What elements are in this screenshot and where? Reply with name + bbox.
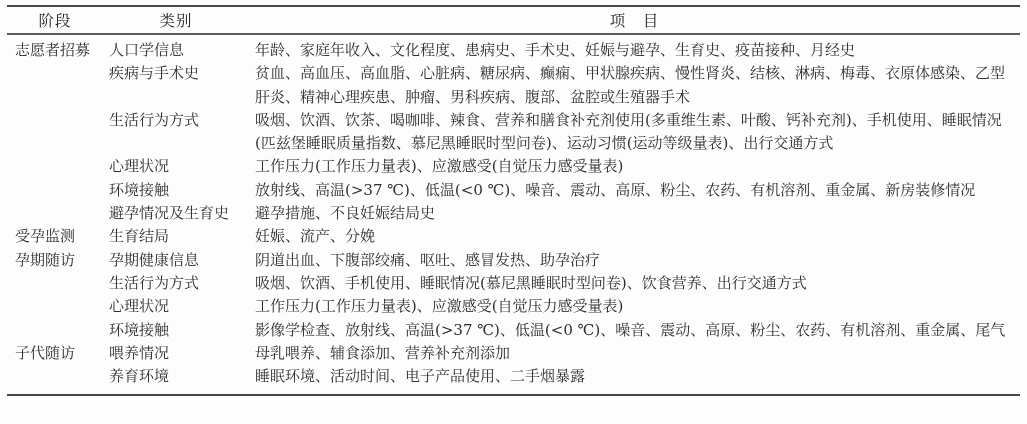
items-cell: 母乳喂养、辅食添加、营养补充剂添加 bbox=[255, 343, 511, 362]
items-cell: 阴道出血、下腹部绞痛、呕吐、感冒发热、助孕治疗 bbox=[255, 250, 601, 269]
stage-cell bbox=[7, 365, 103, 388]
category-cell: 生活行为方式 bbox=[109, 110, 200, 129]
table-row bbox=[7, 295, 1020, 318]
items-cell: 睡眠环境、活动时间、电子产品使用、二手烟暴露 bbox=[255, 367, 586, 386]
table-row bbox=[7, 249, 1020, 272]
stage-cell bbox=[7, 109, 103, 156]
items-cell: 吸烟、饮酒、饮茶、喝咖啡、辣食、营养和膳食补充剂使用(多重维生素、叶酸、钙补充剂)、手机使用、睡眠情况(匹兹堡睡眠质量指数、慕尼黑睡眠时型问卷)、运动习惯(运动等级量表)、出行交通方式 bbox=[255, 110, 1002, 153]
table-body bbox=[7, 35, 1020, 394]
items-cell: 工作压力(工作压力量表)、应激感受(自觉压力感受量表) bbox=[255, 157, 624, 176]
table-row bbox=[7, 155, 1020, 178]
items-cell: 贫血、高血压、高血脂、心脏病、糖尿病、癫痫、甲状腺疾病、慢性肾炎、结核、淋病、梅毒、衣原体感染、乙型肝炎、精神心理疾患、肿瘤、男科疾病、腹部、盆腔或生殖器手术 bbox=[255, 64, 1006, 106]
category-cell: 生活行为方式 bbox=[109, 273, 200, 292]
stage-cell: 受孕监测 bbox=[15, 227, 76, 246]
stage-cell bbox=[7, 179, 103, 202]
table-row bbox=[7, 202, 1020, 225]
stage-cell bbox=[7, 202, 103, 225]
category-cell: 养育环境 bbox=[109, 367, 170, 386]
stage-cell bbox=[7, 295, 103, 318]
table-row bbox=[7, 225, 1020, 248]
table-row bbox=[7, 179, 1020, 202]
table-header-row bbox=[7, 7, 1020, 35]
stage-cell: 孕期随访 bbox=[15, 250, 76, 269]
header-category: 类别 bbox=[159, 12, 193, 30]
header-stage: 阶段 bbox=[38, 12, 72, 30]
table-row bbox=[7, 365, 1020, 388]
items-cell: 妊娠、流产、分娩 bbox=[255, 227, 376, 246]
category-cell: 心理状况 bbox=[109, 157, 170, 176]
items-cell: 年龄、家庭年收入、文化程度、患病史、手术史、妊娠与避孕、生育史、疫苗接种、月经史 bbox=[255, 41, 856, 59]
category-cell: 环境接触 bbox=[109, 180, 170, 199]
category-cell: 心理状况 bbox=[109, 297, 170, 316]
items-cell: 工作压力(工作压力量表)、应激感受(自觉压力感受量表) bbox=[255, 297, 624, 316]
stage-cell bbox=[7, 319, 103, 342]
table-row bbox=[7, 109, 1020, 156]
category-cell: 生育结局 bbox=[109, 227, 170, 246]
category-cell: 人口学信息 bbox=[109, 41, 185, 59]
table-row bbox=[7, 39, 1020, 62]
table-row bbox=[7, 319, 1020, 342]
items-cell: 避孕措施、不良妊娠结局史 bbox=[255, 204, 436, 223]
category-cell: 避孕情况及生育史 bbox=[109, 204, 230, 223]
stage-cell bbox=[7, 155, 103, 178]
header-items: 项 目 bbox=[609, 12, 660, 30]
stage-cell bbox=[7, 272, 103, 295]
table-row bbox=[7, 272, 1020, 295]
stage-cell bbox=[7, 62, 103, 109]
category-cell: 环境接触 bbox=[109, 320, 170, 339]
items-cell: 影像学检查、放射线、高温(>37 ℃)、低温(<0 ℃)、噪音、震动、高原、粉尘、农药、有机溶剂、重金属、尾气 bbox=[255, 320, 1006, 339]
category-cell: 喂养情况 bbox=[109, 343, 170, 362]
items-cell: 放射线、高温(>37 ℃)、低温(<0 ℃)、噪音、震动、高原、粉尘、农药、有机溶剂、重金属、新房装修情况 bbox=[255, 180, 976, 199]
stage-cell: 子代随访 bbox=[15, 343, 76, 362]
table-row bbox=[7, 342, 1020, 365]
category-cell: 孕期健康信息 bbox=[109, 250, 200, 269]
category-cell: 疾病与手术史 bbox=[109, 64, 200, 83]
items-cell: 吸烟、饮酒、手机使用、睡眠情况(慕尼黑睡眠时型问卷)、饮食营养、出行交通方式 bbox=[255, 273, 807, 292]
stage-cell: 志愿者招募 bbox=[15, 41, 91, 59]
study-items-table bbox=[7, 5, 1020, 396]
table-row bbox=[7, 62, 1020, 109]
